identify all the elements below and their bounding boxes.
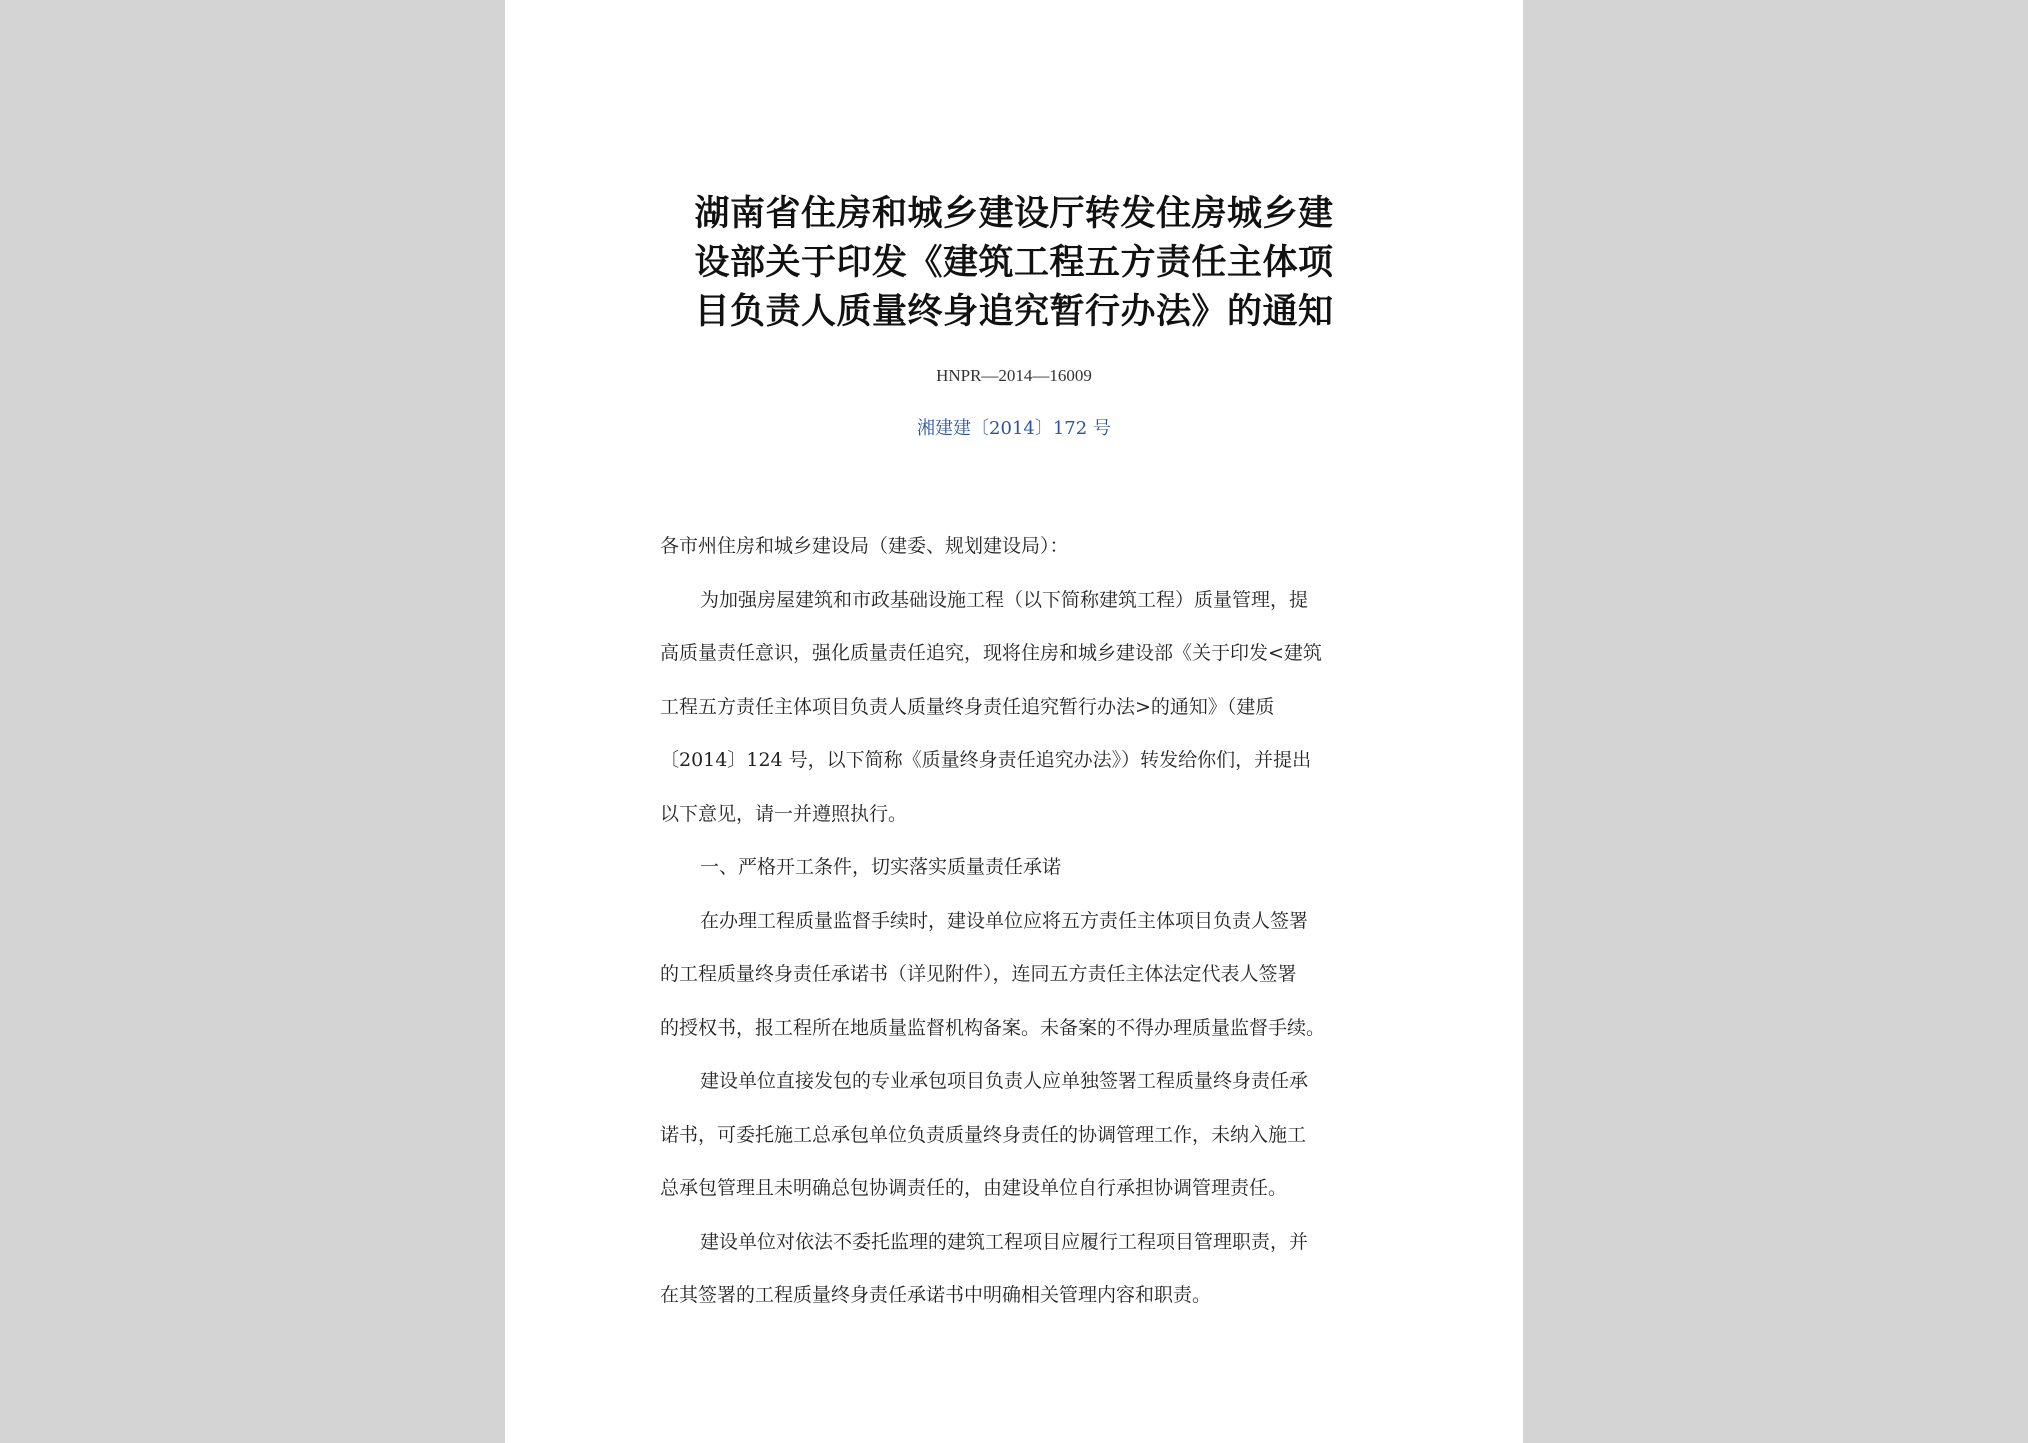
title-line: 设部关于印发《建筑工程五方责任主体项 bbox=[694, 243, 1334, 283]
paragraph-line: 的工程质量终身责任承诺书（详见附件），连同五方责任主体法定代表人签署 bbox=[660, 963, 1297, 985]
paragraph-line: 〔2014〕124 号，以下简称《质量终身责任追究办法》）转发给你们，并提出 bbox=[660, 749, 1312, 771]
document-number: 湘建建〔2014〕172 号 bbox=[917, 418, 1111, 439]
paragraph-line: 在办理工程质量监督手续时，建设单位应将五方责任主体项目负责人签署 bbox=[700, 909, 1309, 932]
paragraph-line: 以下意见，请一并遵照执行。 bbox=[660, 802, 908, 825]
paragraph-line: 高质量责任意识，强化质量责任追究，现将住房和城乡建设部《关于印发<建筑 bbox=[660, 642, 1322, 664]
title-line: 湖南省住房和城乡建设厅转发住房城乡建 bbox=[694, 194, 1334, 234]
paragraph-line: 为加强房屋建筑和市政基础设施工程（以下简称建筑工程）质量管理，提 bbox=[700, 588, 1309, 611]
paragraph-line: 的授权书，报工程所在地质量监督机构备案。未备案的不得办理质量监督手续。 bbox=[660, 1016, 1326, 1039]
document-code: HNPR—2014—16009 bbox=[936, 366, 1092, 385]
title-line: 目负责人质量终身追究暂行办法》的通知 bbox=[694, 292, 1334, 332]
paragraph-line: 建设单位对依法不委托监理的建筑工程项目应履行工程项目管理职责，并 bbox=[700, 1230, 1309, 1253]
paragraph-line: 建设单位直接发包的专业承包项目负责人应单独签署工程质量终身责任承 bbox=[700, 1070, 1309, 1092]
paragraph-line: 总承包管理且未明确总包协调责任的，由建设单位自行承担协调管理责任。 bbox=[660, 1177, 1288, 1199]
paragraph-line: 诺书，可委托施工总承包单位负责质量终身责任的协调管理工作，未纳入施工 bbox=[660, 1123, 1307, 1146]
document-body bbox=[660, 520, 1390, 1323]
document-page bbox=[505, 0, 1523, 1443]
paragraph-line: 在其签署的工程质量终身责任承诺书中明确相关管理内容和职责。 bbox=[660, 1284, 1212, 1306]
paragraph-line: 工程五方责任主体项目负责人质量终身责任追究暂行办法>的通知》（建质 bbox=[660, 695, 1275, 718]
section-heading: 一、严格开工条件，切实落实质量责任承诺 bbox=[700, 856, 1062, 878]
document-title bbox=[505, 190, 1523, 337]
salutation-line: 各市州住房和城乡建设局（建委、规划建设局）： bbox=[660, 535, 1069, 557]
